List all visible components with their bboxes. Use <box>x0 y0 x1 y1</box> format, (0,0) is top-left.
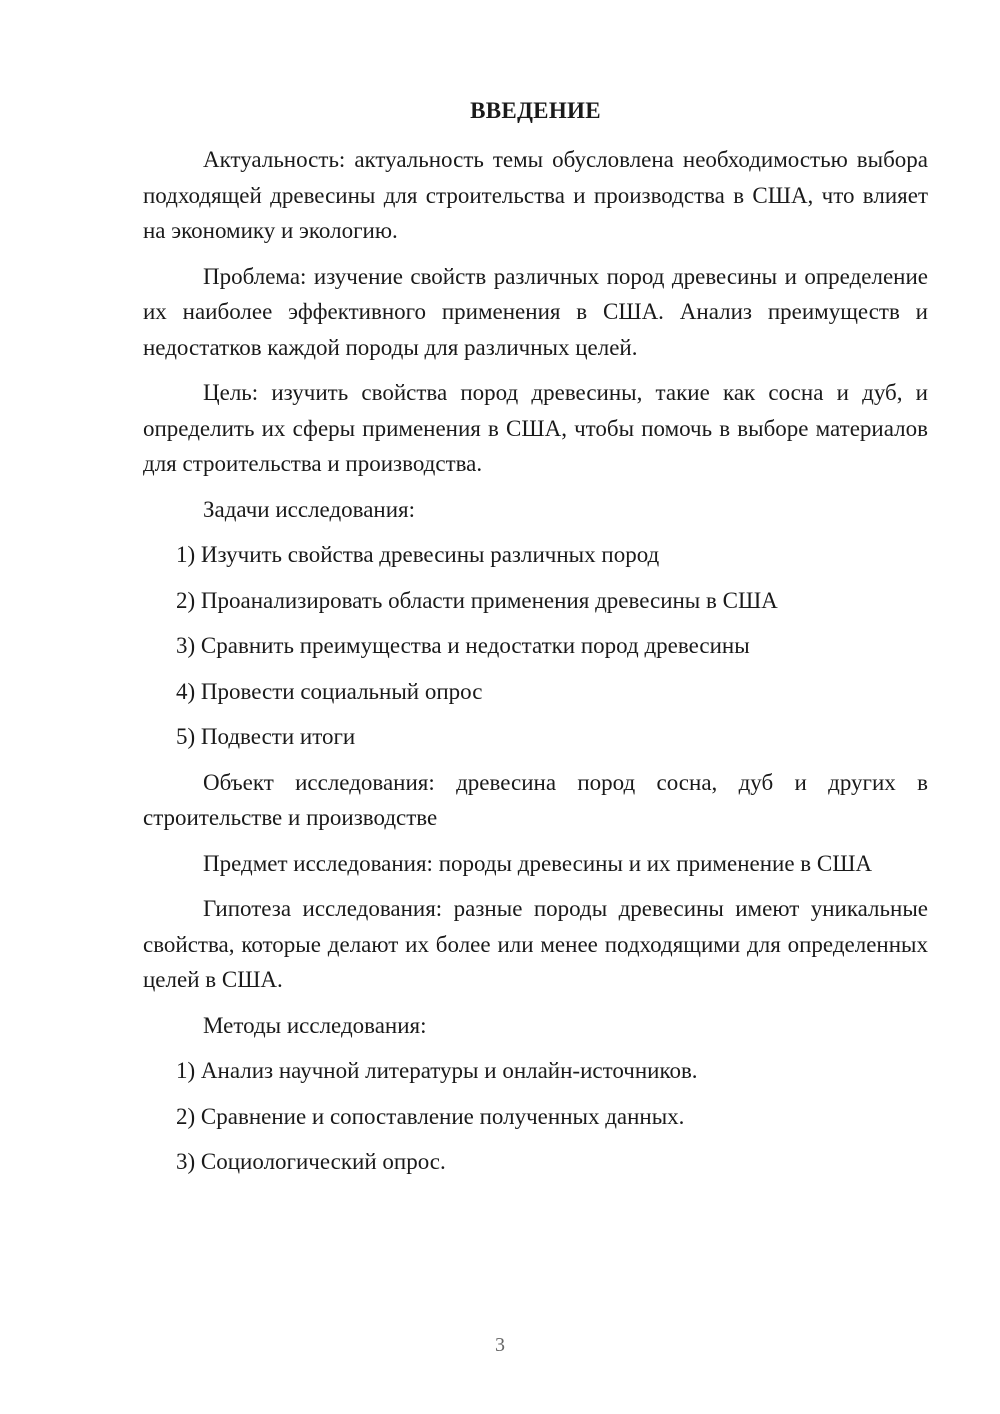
tasks-list-item: 5) Подвести итоги <box>176 724 356 749</box>
goal-paragraph: Цель: изучить свойства пород древесины, такие как сосна и дуб, и определить их сферы применения в США, чтобы помочь в выборе материалов для строительства и производства. <box>143 380 928 476</box>
relevance-paragraph: Актуальность: актуальность темы обусловлена необходимостью выбора подходящей древесины для строительства и производства в США, что влияет на экономику и экологию. <box>143 147 928 243</box>
tasks-label: Задачи исследования: <box>203 496 416 522</box>
methods-label: Методы исследования: <box>203 1012 427 1038</box>
subject-paragraph: Предмет исследования: породы древесины и их применение в США <box>203 850 873 876</box>
problem-paragraph: Проблема: изучение свойств различных пород древесины и определение их наиболее эффективного применения в США. Анализ преимуществ и недостатков каждой породы для различных целей. <box>143 263 928 360</box>
hypothesis-paragraph: Гипотеза исследования: разные породы древесины имеют уникальные свойства, которые делают их более или менее подходящими для определенных целей в США. <box>143 896 928 992</box>
methods-list-item: 1) Анализ научной литературы и онлайн-источников. <box>176 1058 698 1083</box>
object-paragraph: Объект исследования: древесина пород сосна, дуб и других в строительстве и производстве <box>143 769 928 830</box>
tasks-list-item: 4) Провести социальный опрос <box>176 678 483 704</box>
section-heading: ВВЕДЕНИЕ <box>470 98 601 123</box>
methods-list-item: 2) Сравнение и сопоставление полученных данных. <box>176 1103 685 1129</box>
methods-list-item: 3) Социологический опрос. <box>176 1149 446 1174</box>
text-column <box>143 94 928 1190</box>
tasks-list-item: 1) Изучить свойства древесины различных пород <box>176 542 660 567</box>
tasks-list-item: 2) Проанализировать области применения древесины в США <box>176 587 778 613</box>
tasks-list-item: 3) Сравнить преимущества и недостатки пород древесины <box>176 633 750 658</box>
page-number: 3 <box>495 1334 505 1356</box>
